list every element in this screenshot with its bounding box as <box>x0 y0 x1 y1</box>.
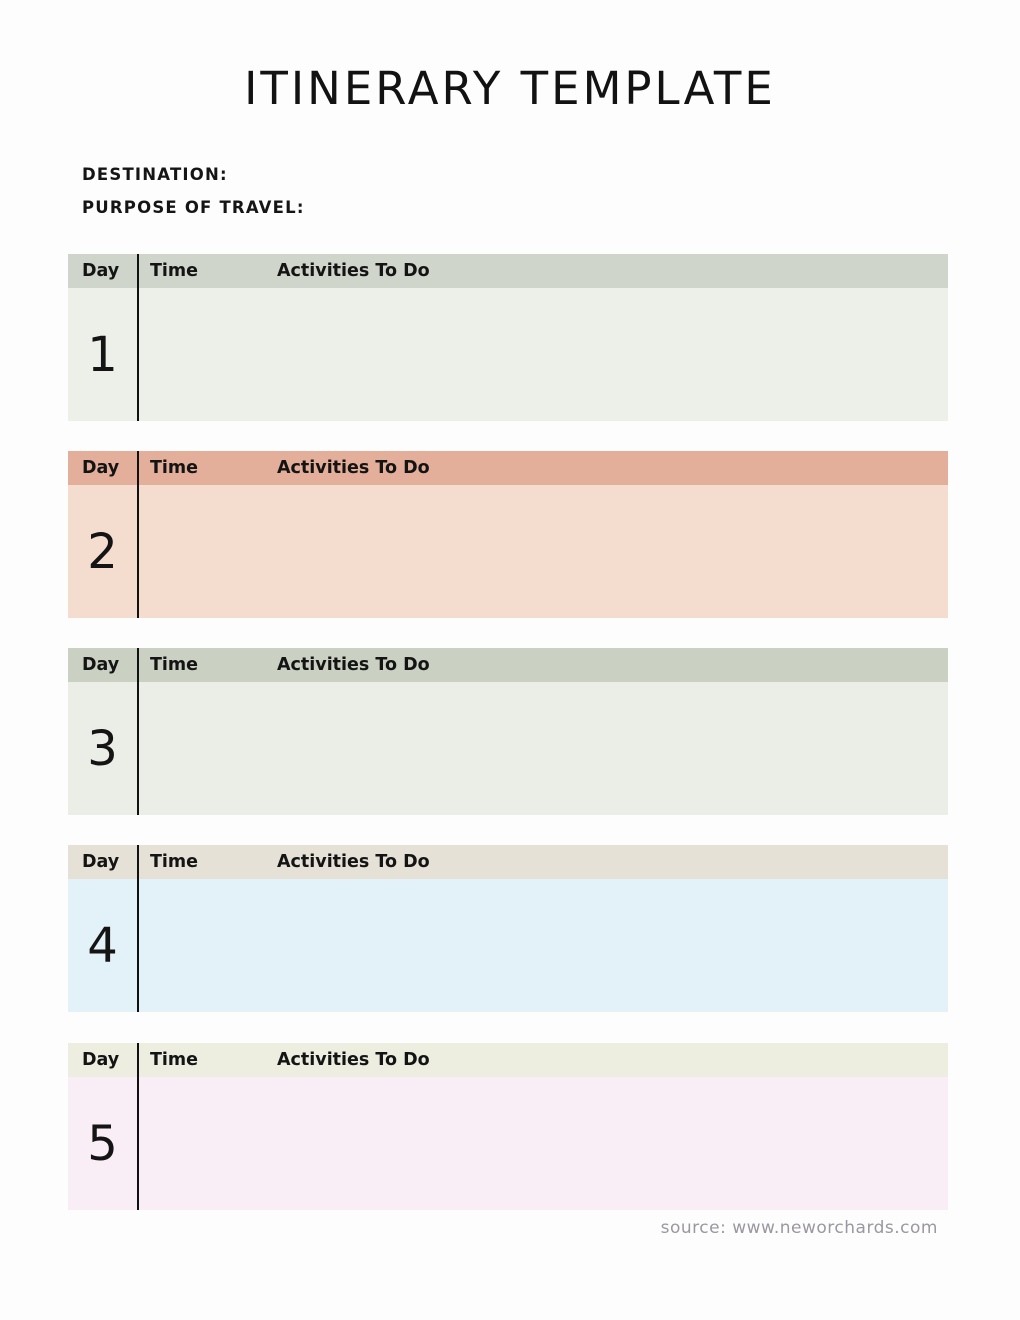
day-1-header-row <box>68 254 948 288</box>
column-header-day: Day <box>82 655 120 675</box>
day-4-section <box>68 845 948 1012</box>
day-4-body-row <box>68 879 948 1012</box>
column-header-time: Time <box>150 261 199 281</box>
day-2-section <box>68 451 948 618</box>
source-attribution: source: www.neworchards.com <box>660 1218 938 1238</box>
column-header-activities: Activities To Do <box>277 852 430 872</box>
day-4-number-cell <box>68 879 137 1012</box>
column-header-time: Time <box>150 458 199 478</box>
day-2-header-row <box>68 451 948 485</box>
day-3-entries-area <box>137 682 948 815</box>
day-5-number: 5 <box>87 1115 118 1172</box>
day-1-entries-area <box>137 288 948 421</box>
day-5-column-divider <box>137 1043 139 1210</box>
day-5-section <box>68 1043 948 1210</box>
purpose-of-travel-label: PURPOSE OF TRAVEL: <box>82 198 305 217</box>
destination-label: DESTINATION: <box>82 165 228 184</box>
day-2-entries-area <box>137 485 948 618</box>
day-5-number-cell <box>68 1077 137 1210</box>
day-2-number: 2 <box>87 523 118 580</box>
column-header-activities: Activities To Do <box>277 458 430 478</box>
day-3-number-cell <box>68 682 137 815</box>
column-header-activities: Activities To Do <box>277 1050 430 1070</box>
column-header-day: Day <box>82 1050 120 1070</box>
day-4-header-row <box>68 845 948 879</box>
column-header-activities: Activities To Do <box>277 655 430 675</box>
day-3-header-row <box>68 648 948 682</box>
day-1-section <box>68 254 948 421</box>
day-3-body-row <box>68 682 948 815</box>
day-5-entries-area <box>137 1077 948 1210</box>
day-2-number-cell <box>68 485 137 618</box>
day-3-section <box>68 648 948 815</box>
day-3-number: 3 <box>87 720 118 777</box>
day-1-body-row <box>68 288 948 421</box>
day-4-number: 4 <box>87 917 118 974</box>
day-5-body-row <box>68 1077 948 1210</box>
day-1-number: 1 <box>87 326 118 383</box>
column-header-day: Day <box>82 261 120 281</box>
day-4-column-divider <box>137 845 139 1012</box>
column-header-time: Time <box>150 852 199 872</box>
day-5-header-row <box>68 1043 948 1077</box>
document-title: ITINERARY TEMPLATE <box>244 62 776 115</box>
day-3-column-divider <box>137 648 139 815</box>
day-1-number-cell <box>68 288 137 421</box>
day-4-entries-area <box>137 879 948 1012</box>
day-2-column-divider <box>137 451 139 618</box>
column-header-day: Day <box>82 458 120 478</box>
column-header-day: Day <box>82 852 120 872</box>
column-header-time: Time <box>150 1050 199 1070</box>
day-2-body-row <box>68 485 948 618</box>
column-header-time: Time <box>150 655 199 675</box>
column-header-activities: Activities To Do <box>277 261 430 281</box>
day-1-column-divider <box>137 254 139 421</box>
